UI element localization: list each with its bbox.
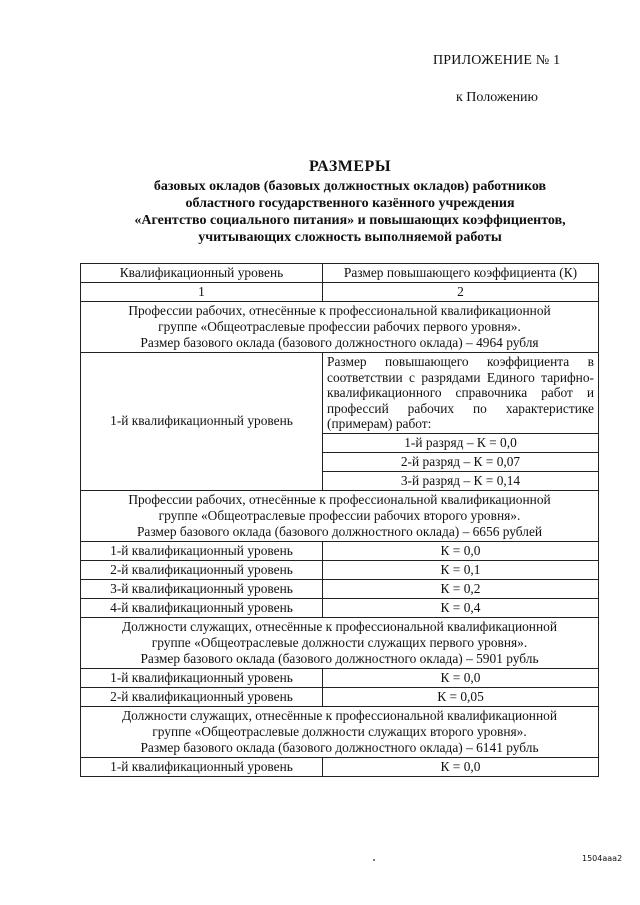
group-heading-line: Должности служащих, отнесённые к профессиональной квалификационной: [122, 707, 557, 723]
column-number-2: 2: [323, 283, 599, 302]
group-heading-line: группе «Общеотраслевые профессии рабочих первого уровня».: [158, 319, 521, 334]
group-heading: [81, 302, 599, 353]
level-cell: 1-й квалификационный уровень: [81, 353, 323, 491]
column-header-coefficient: Размер повышающего коэффициента (К): [323, 264, 599, 283]
group-heading-line: группе «Общеотраслевые профессии рабочих второго уровня».: [158, 507, 521, 523]
group-heading-line: Размер базового оклада (базового должностного оклада) – 4964 рубля: [140, 335, 539, 350]
coefficient-description: Размер повышающего коэффициента в соответствии с разрядами Единого тарифно-квалификационного справочника работ и профессий рабочих по характеристике (примерам) работ:: [323, 353, 599, 434]
subtitle-line: областного государственного казённого учреждения: [185, 196, 515, 211]
group-heading-line: группе «Общеотраслевые должности служащих первого уровня».: [151, 634, 528, 650]
scan-dot: [373, 859, 375, 861]
table-row: [81, 560, 599, 579]
level-cell: 1-й квалификационный уровень: [81, 757, 323, 776]
level-cell: 1-й квалификационный уровень: [81, 668, 323, 687]
group-heading-row: [81, 617, 599, 668]
coefficient-cell: К = 0,05: [323, 687, 599, 706]
column-number-1: 1: [81, 283, 323, 302]
group-heading-row: [81, 706, 599, 757]
subtitle-line: базовых окладов (базовых должностных окладов) работников: [153, 179, 547, 194]
appendix-number: ПРИЛОЖЕНИЕ № 1: [433, 53, 561, 68]
footer-code: 1504ааа2: [582, 854, 623, 863]
coefficient-cell: К = 0,0: [323, 668, 599, 687]
column-number-row: [81, 283, 599, 302]
coefficients-table: [80, 263, 599, 777]
document-title: РАЗМЕРЫ: [308, 158, 392, 175]
subtitle-line: «Агентство социального питания» и повышающих коэффициентов,: [134, 213, 566, 228]
group-heading-line: Размер базового оклада (базового должностного оклада) – 6656 рублей: [136, 523, 543, 539]
grade-cell: 2-й разряд – К = 0,07: [323, 452, 599, 471]
group-heading-row: [81, 490, 599, 541]
group-heading-line: группе «Общеотраслевые должности служащих второго уровня».: [152, 723, 527, 739]
level-cell: 3-й квалификационный уровень: [81, 579, 323, 598]
coefficient-cell: К = 0,4: [323, 598, 599, 617]
table-header-row: [81, 264, 599, 283]
table-row: [81, 668, 599, 687]
group-heading: [81, 706, 599, 757]
group-heading-line: Должности служащих, отнесённые к профессиональной квалификационной: [122, 618, 557, 634]
group-heading-row: [81, 302, 599, 353]
group-heading: [81, 617, 599, 668]
table-row: [81, 598, 599, 617]
group-heading-line: Профессии рабочих, отнесённые к профессиональной квалификационной: [128, 491, 551, 507]
document-subtitle: [60, 178, 640, 246]
level-cell: 1-й квалификационный уровень: [81, 541, 323, 560]
table-row: [81, 541, 599, 560]
level-cell: 2-й квалификационный уровень: [81, 560, 323, 579]
group-heading-line: Размер базового оклада (базового должностного оклада) – 5901 рубль: [140, 650, 539, 666]
table-row: [81, 353, 599, 434]
grade-cell: 1-й разряд – К = 0,0: [323, 433, 599, 452]
coefficient-cell: К = 0,0: [323, 757, 599, 776]
subtitle-line: учитывающих сложность выполняемой работы: [198, 230, 502, 245]
table-row: [81, 579, 599, 598]
grade-cell: 3-й разряд – К = 0,14: [323, 471, 599, 490]
level-cell: 2-й квалификационный уровень: [81, 687, 323, 706]
group-heading: [81, 490, 599, 541]
table-row: [81, 687, 599, 706]
appendix-reference: к Положению: [456, 90, 539, 105]
column-header-level: Квалификационный уровень: [81, 264, 323, 283]
group-heading-line: Профессии рабочих, отнесённые к профессиональной квалификационной: [128, 303, 551, 318]
group-heading-line: Размер базового оклада (базового должностного оклада) – 6141 рубль: [140, 739, 539, 755]
level-cell: 4-й квалификационный уровень: [81, 598, 323, 617]
coefficient-cell: К = 0,1: [323, 560, 599, 579]
coefficient-cell: К = 0,2: [323, 579, 599, 598]
table-row: [81, 757, 599, 776]
coefficient-cell: К = 0,0: [323, 541, 599, 560]
